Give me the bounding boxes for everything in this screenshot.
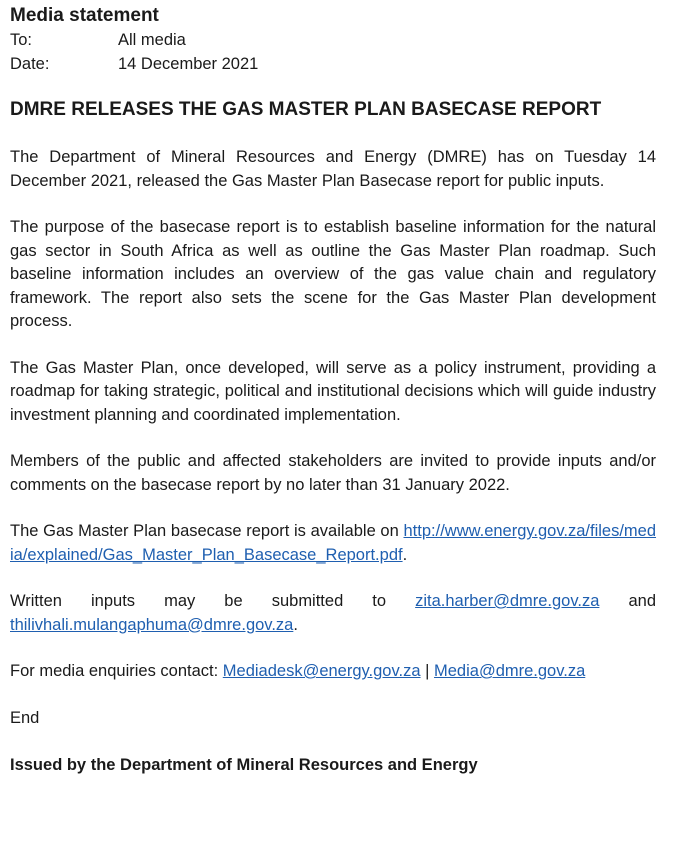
date-value: 14 December 2021	[118, 55, 259, 73]
email-link-thilivhali[interactable]: thilivhali.mulangaphuma@dmre.gov.za	[10, 615, 294, 634]
to-row	[10, 28, 656, 52]
paragraph-inputs	[10, 590, 656, 637]
paragraph-availability	[10, 520, 656, 567]
inputs-conjunction: and	[628, 592, 656, 610]
inputs-suffix: .	[293, 615, 298, 634]
media-separator: |	[425, 662, 430, 680]
to-label: To:	[10, 31, 33, 49]
date-row	[10, 52, 656, 76]
paragraph-invitation: Members of the public and affected stakeholders are invited to provide inputs and/or comments on the basecase report by no later than 31 January 2022.	[10, 452, 656, 494]
email-link-media[interactable]: Media@dmre.gov.za	[434, 662, 586, 680]
availability-text: The Gas Master Plan basecase report is available on	[10, 522, 399, 540]
date-label: Date:	[10, 55, 50, 73]
paragraph-purpose: The purpose of the basecase report is to establish baseline information for the natural gas sector in South Africa as well as outline the Gas Master Plan roadmap. Such baseline information includes an overview of the gas value chain and regulatory framework. The report also sets the scene for the Gas Master Plan development process.	[10, 218, 656, 330]
document-heading: Media statement	[10, 5, 159, 26]
end-marker: End	[10, 708, 40, 727]
issued-by: Issued by the Department of Mineral Resources and Energy	[10, 756, 478, 774]
report-link[interactable]: http://www.energy.gov.za/files/media/explained/Gas_Master_Plan_Basecase_Report.pdf	[10, 522, 657, 564]
media-text: For media enquiries contact:	[10, 662, 219, 680]
email-link-zita[interactable]: zita.harber@dmre.gov.za	[415, 592, 600, 610]
inputs-text: Written inputs may be submitted to	[10, 592, 387, 610]
document-title: DMRE RELEASES THE GAS MASTER PLAN BASECASE REPORT	[10, 99, 602, 120]
paragraph-media-enquiries	[10, 660, 656, 684]
paragraph-policy: The Gas Master Plan, once developed, will serve as a policy instrument, providing a roadmap for taking strategic, political and institutional decisions which will guide industry investment planning and coordinated implementation.	[10, 358, 656, 424]
email-link-mediadesk[interactable]: Mediadesk@energy.gov.za	[222, 662, 421, 680]
availability-suffix: .	[402, 545, 408, 564]
to-value: All media	[118, 31, 186, 49]
paragraph-release: The Department of Mineral Resources and Energy (DMRE) has on Tuesday 14 December 2021, released the Gas Master Plan Basecase report for public inputs.	[10, 148, 656, 190]
